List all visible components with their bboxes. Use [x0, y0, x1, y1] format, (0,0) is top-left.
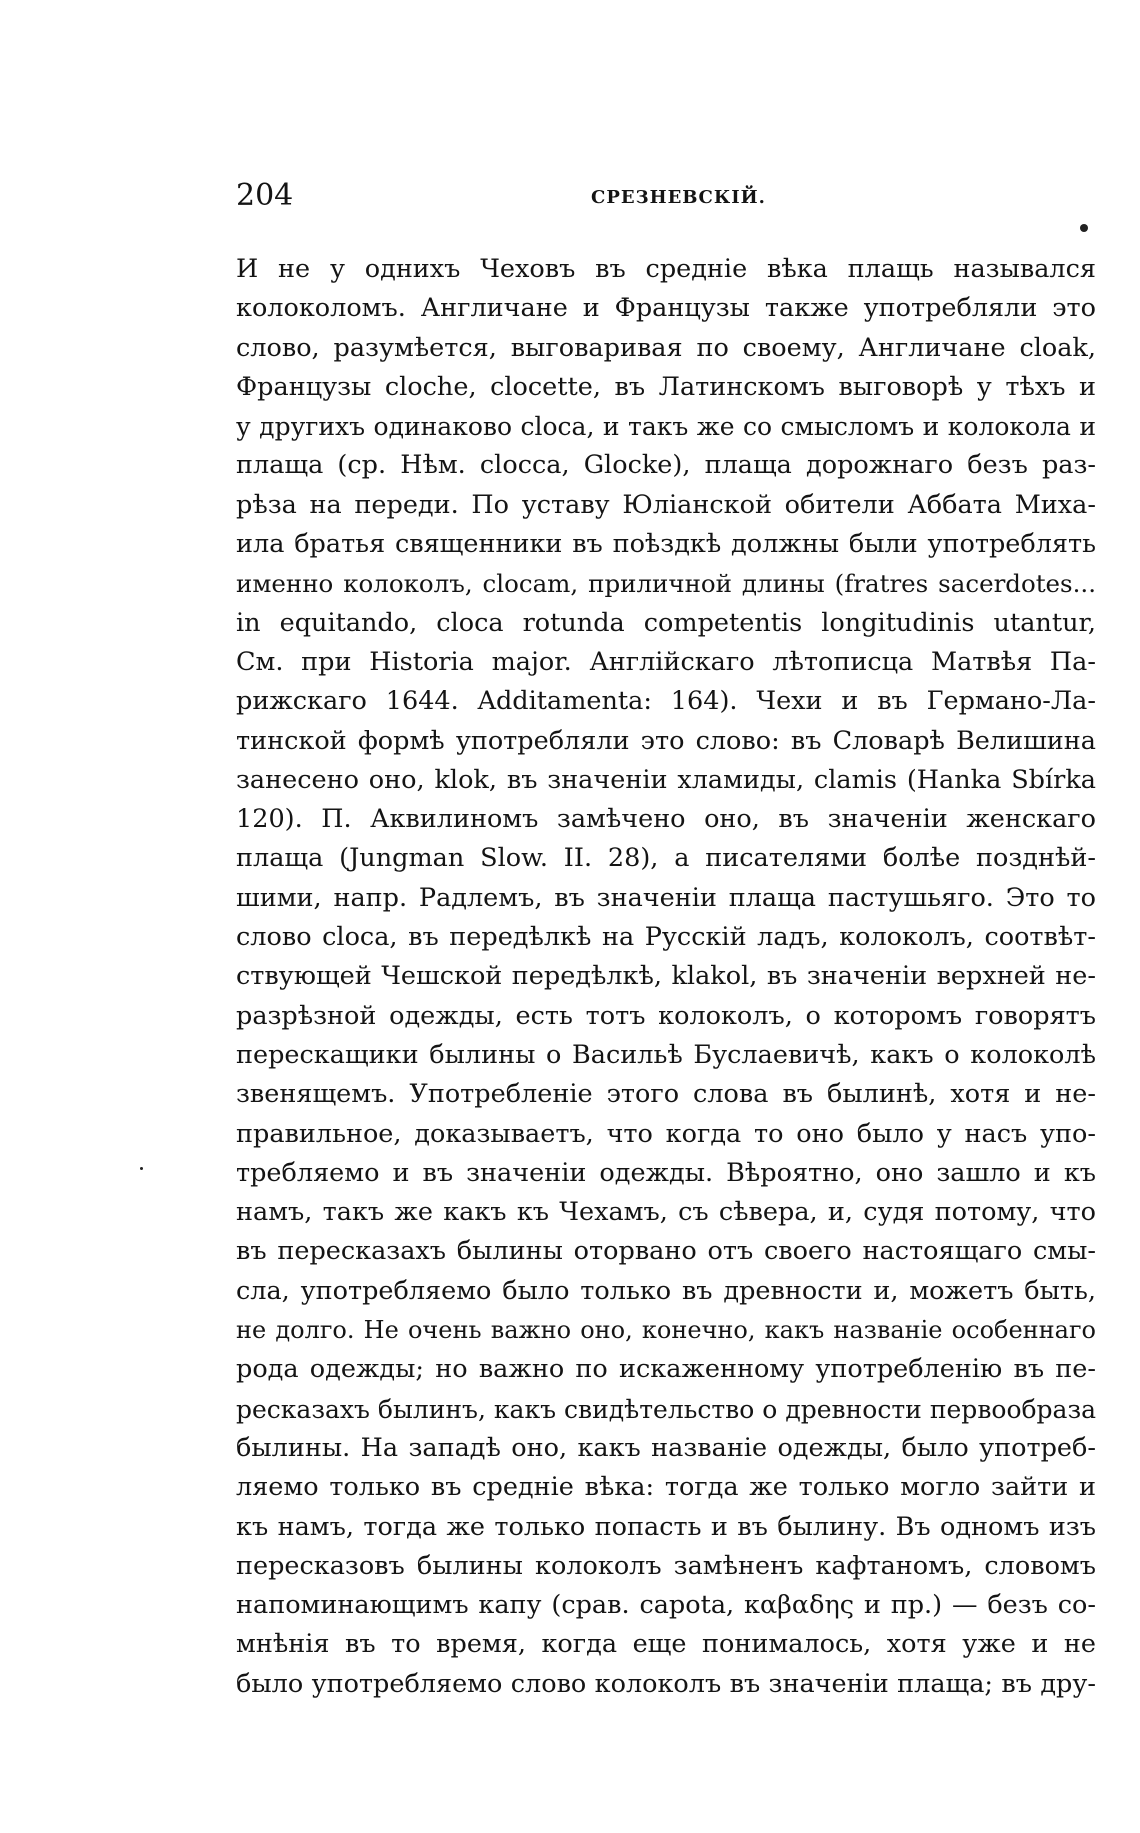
text-line: разрѣзной одежды, есть тотъ колоколъ, о которомъ говорятъ	[236, 1000, 1096, 1031]
text-line: требляемо и въ значеніи одежды. Вѣроятно, оно зашло и къ	[236, 1157, 1096, 1188]
text-line: плаща (ср. Нѣм. clocca, Glocke), плаща дорожнаго безъ раз-	[236, 450, 1096, 481]
text-line: мнѣнія въ то время, когда еще понималось, хотя уже и не	[236, 1629, 1096, 1660]
text-line: рода одежды; но важно по искаженному употребленію въ пе-	[236, 1354, 1096, 1385]
text-line: звенящемъ. Употребленіе этого слова въ былинѣ, хотя и не-	[236, 1079, 1096, 1110]
text-line: пересказовъ былины колоколъ замѣненъ кафтаномъ, словомъ	[236, 1550, 1096, 1581]
text-line: тинской формѣ употребляли это слово: въ Словарѣ Велишина	[236, 725, 1096, 756]
text-line: ляемо только въ средніе вѣка: тогда же только могло зайти и	[236, 1472, 1096, 1503]
text-line: въ пересказахъ былины оторвано отъ своего настоящаго смы-	[236, 1236, 1096, 1267]
text-line: перескащики былины о Васильѣ Буслаевичѣ, какъ о колоколѣ	[236, 1039, 1096, 1070]
text-line: напоминающимъ капу (срав. capota, καβαδης и пр.) — безъ со-	[236, 1590, 1096, 1621]
text-line: in equitando, cloca rotunda competentis longitudinis utantur,	[236, 607, 1096, 638]
text-line: сла, употребляемо было только въ древности и, можетъ быть,	[236, 1275, 1096, 1306]
text-line: правильное, доказываетъ, что когда то оно было у насъ упо-	[236, 1118, 1096, 1149]
page-number: 204	[236, 178, 294, 213]
text-line: у другихъ одинаково cloca, и такъ же со смысломъ и колокола и	[236, 412, 1096, 442]
text-line: ствующей Чешской передѣлкѣ, klakol, въ значеніи верхней не-	[236, 961, 1096, 992]
running-head: СРЕЗНЕВСКІЙ.	[591, 187, 766, 208]
text-line: слово cloca, въ передѣлкѣ на Русскій ладъ, колоколъ, соотвѣт-	[236, 922, 1096, 953]
text-line: И не у однихъ Чеховъ въ средніе вѣка плащь назывался	[236, 254, 1096, 284]
text-line: плаща (Jungman Slow. II. 28), а писателями болѣе позднѣй-	[236, 843, 1096, 874]
text-line: къ намъ, тогда же только попасть и въ былину. Въ одномъ изъ	[236, 1511, 1096, 1542]
text-line: занесено оно, klok, въ значеніи хламиды, clamis (Hanka Sbírka	[236, 764, 1096, 795]
text-line: не долго. Не очень важно оно, конечно, какъ названіе особеннаго	[236, 1316, 1096, 1345]
text-line: ила братья священники въ поѣздкѣ должны были употреблять	[236, 529, 1096, 560]
page-header	[236, 176, 1096, 216]
text-line: 120). П. Аквилиномъ замѣчено оно, въ значеніи женскаго	[236, 804, 1096, 835]
text-line: рѣза на переди. По уставу Юліанской обители Аббата Миха-	[236, 489, 1096, 520]
text-line: колоколомъ. Англичане и Французы также употребляли это	[236, 293, 1096, 324]
text-line: намъ, такъ же какъ къ Чехамъ, съ сѣвера, и, судя потому, что	[236, 1197, 1096, 1228]
body-text	[236, 250, 1096, 1704]
text-line: былины. На западѣ оно, какъ названіе одежды, было употреб-	[236, 1432, 1096, 1463]
text-line: ресказахъ былинъ, какъ свидѣтельство о древности первообраза	[236, 1394, 1096, 1424]
text-line: рижскаго 1644. Additamenta: 164). Чехи и въ Германо-Ла-	[236, 686, 1096, 717]
ink-speck	[140, 1167, 143, 1170]
text-line: слово, разумѣется, выговаривая по своему, Англичане cloak,	[236, 332, 1096, 363]
text-line: именно колоколъ, clocam, приличной длины (fratres sacerdotes...	[236, 569, 1096, 599]
text-line: См. при Historia major. Англійскаго лѣтописца Матвѣя Па-	[236, 646, 1096, 677]
ink-speck	[1080, 224, 1088, 232]
text-line: Французы cloche, clocette, въ Латинскомъ выговорѣ у тѣхъ и	[236, 371, 1096, 402]
text-line: шими, напр. Радлемъ, въ значеніи плаща пастушьяго. Это то	[236, 882, 1096, 913]
text-line: было употребляемо слово колоколъ въ значеніи плаща; въ дру-	[236, 1668, 1096, 1699]
